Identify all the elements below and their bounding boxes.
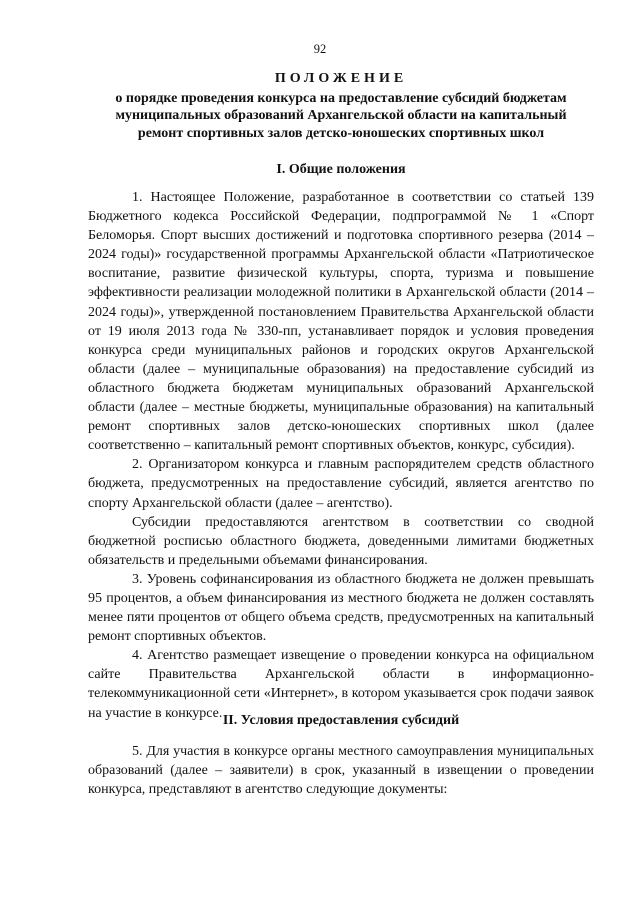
paragraph-5: 5. Для участия в конкурсе органы местного самоуправления муниципальных образований (далее – заявители) в срок, указанный в извещении о проведении конкурса, представляют в агентство следующие документы: [88,744,594,798]
section-2-body [88,742,594,799]
section-1-body [88,188,594,723]
title-line-1: о порядке проведения конкурса на предоставление субсидий бюджетам [115,90,567,106]
paragraph-2: 2. Организатором конкурса и главным распорядителем средств областного бюджета, предусмотренных на предоставление субсидий, является агентство по спорту Архангельской области (далее – агентство). [88,457,594,511]
paragraph-3: 3. Уровень софинансирования из областного бюджета не должен превышать 95 процентов, а объем финансирования из местного бюджета не должен составлять менее пяти процентов от общего объема средств, предусмотренных на капитальный ремонт спортивных объектов. [88,571,594,645]
paragraph-2-note: Субсидии предоставляются агентством в соответствии со сводной бюджетной росписью областного бюджета, доведенными лимитами бюджетных обязательств и предельными объемами финансирования. [88,514,594,568]
section-1-heading: I. Общие положения [276,162,406,177]
title-line-3: ремонт спортивных залов детско-юношеских спортивных школ [137,125,545,141]
paragraph-4: 4. Агентство размещает извещение о проведении конкурса на официальном сайте Правительства Архангельской области в информационно-телекоммуникационной сети «Интернет», в котором указывается срок подачи заявок на участие в конкурсе. [88,648,594,721]
title-line-2: муниципальных образований Архангельской области на капитальный [115,108,567,123]
page-number: 92 [313,42,327,56]
paragraph-1: 1. Настоящее Положение, разработанное в соответствии со статьей 139 Бюджетного кодекса Российской Федерации, подпрограммой № 1 «Спорт Беломорья. Спорт высших достижений и подготовка спортивного резерва (2014 – 2024 годы)» государственной программы Архангельской области «Патриотическое воспитание, развитие физической культуры, спорта, туризма и повышение эффективности реализации молодежной политики в Архангельской области (2014 – 2024 годы)», утвержденной постановлением Правительства Архангельской области от 19 июля 2013 года № 330-пп, устанавливает порядок и условия проведения конкурса среди муниципальных районов и городских округов Архангельской области (далее – муниципальные образования) на предоставление субсидий из областного бюджета бюджетам муниципальных образований Архангельской области (далее – местные бюджеты, муниципальные образования) на капитальный ремонт спортивных залов детско-юношеских спортивных школ (далее соответственно – капитальный ремонт спортивных объектов, конкурс, субсидия). [88,190,594,454]
section-2-heading: II. Условия предоставления субсидий [222,713,460,728]
title-main: ПОЛОЖЕНИЕ [274,71,408,86]
document-title [88,70,594,142]
